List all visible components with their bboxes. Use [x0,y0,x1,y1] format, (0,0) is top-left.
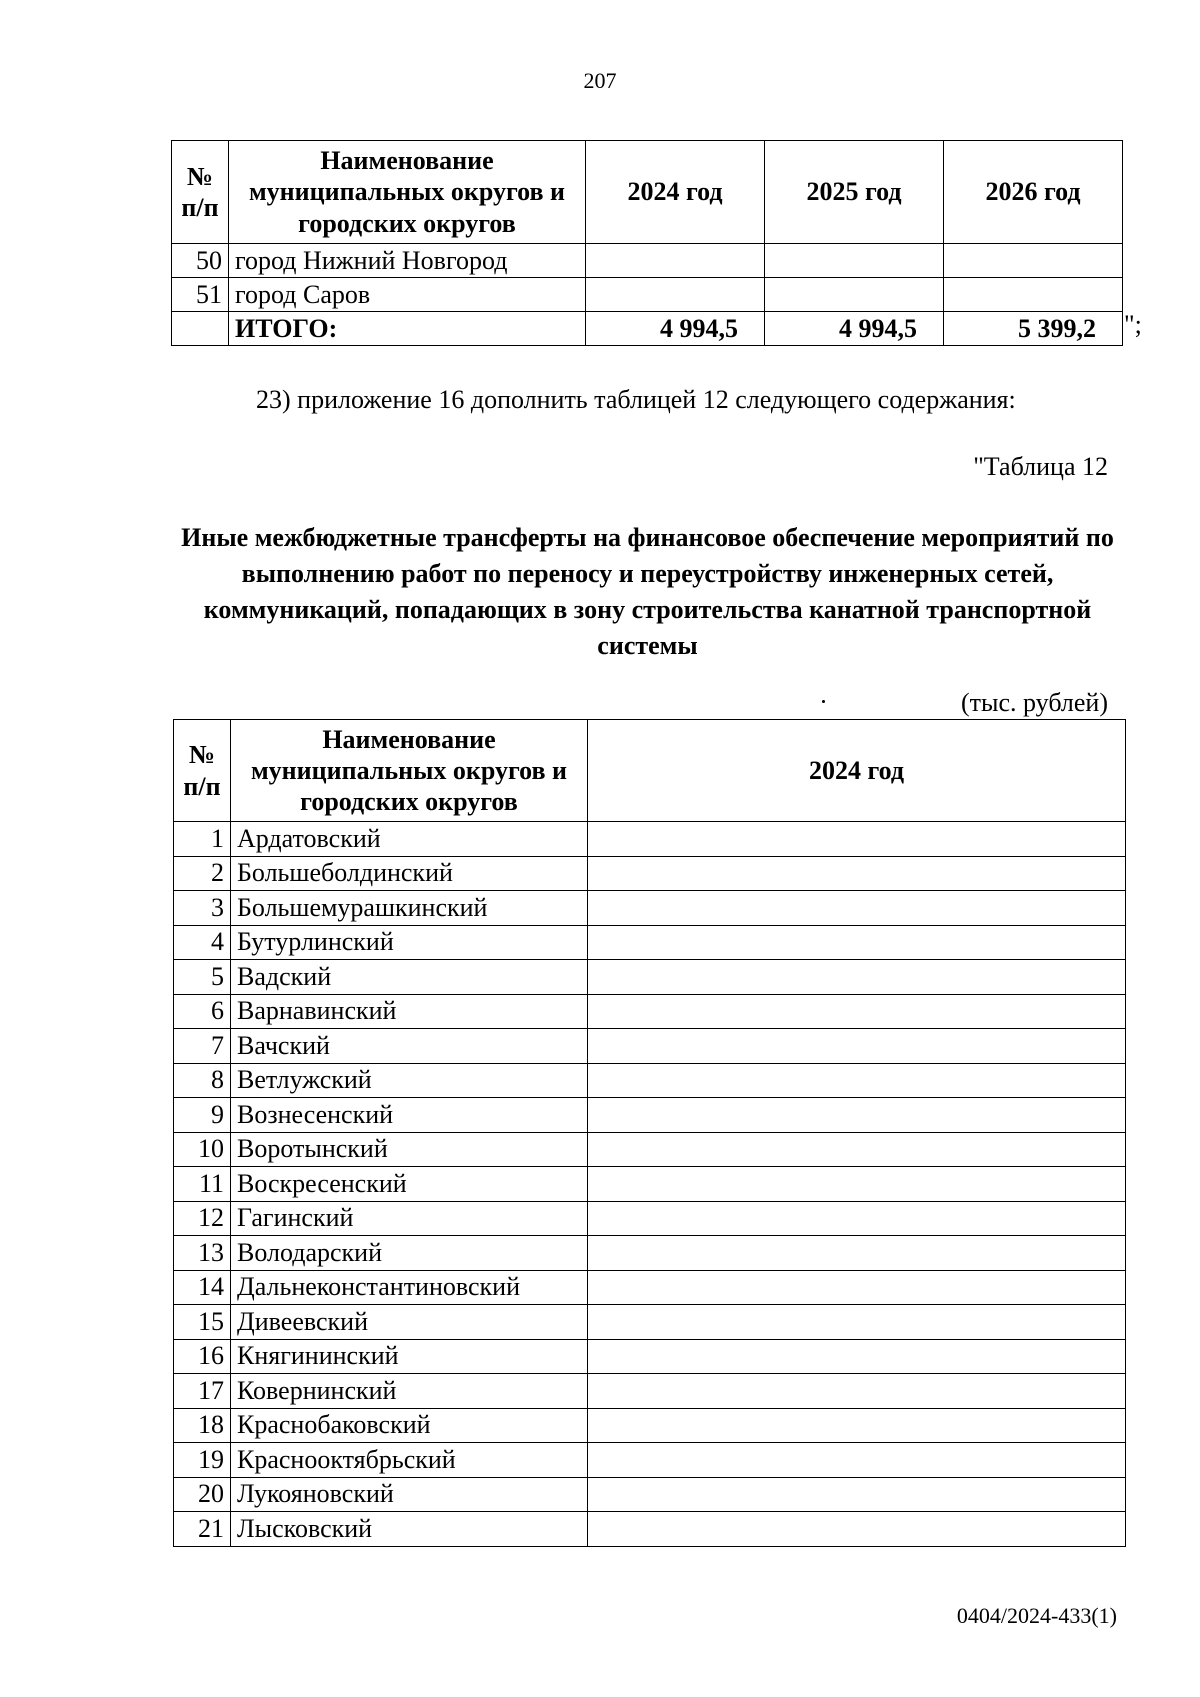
table-row [174,1132,1126,1167]
header-2026: 2026 год [944,141,1123,244]
row-name: Лукояновский [231,1477,588,1512]
row-num: 3 [174,891,231,926]
row-name: Большемурашкинский [231,891,588,926]
row-2024 [588,1236,1126,1271]
row-2024 [588,1029,1126,1064]
row-num: 14 [174,1270,231,1305]
header-2024: 2024 год [586,141,765,244]
row-num: 50 [172,244,229,278]
instruction-text: 23) приложение 16 дополнить таблицей 12 следующего содержания: [256,385,1016,414]
table-row [174,1270,1126,1305]
total-2024: 4 994,5 [586,312,765,346]
row-name: Ветлужский [231,1063,588,1098]
row-name: Воскресенский [231,1167,588,1202]
row-name: Вачский [231,1029,588,1064]
row-2024 [588,1270,1126,1305]
row-num: 18 [174,1408,231,1443]
row-2024 [588,856,1126,891]
table-row [174,1512,1126,1547]
table-main [173,719,1126,1547]
table-row [174,960,1126,995]
row-2025 [765,278,944,312]
row-2025 [765,244,944,278]
table-main-header-row [174,720,1126,822]
row-2024 [588,1167,1126,1202]
table-row [174,1443,1126,1478]
table-row [174,1236,1126,1271]
closing-quote: "; [1124,310,1142,339]
total-label: ИТОГО: [229,312,586,346]
row-num: 13 [174,1236,231,1271]
row-name: город Нижний Новгород [229,244,586,278]
row-num: 21 [174,1512,231,1547]
table-row [174,1305,1126,1340]
row-name: Бутурлинский [231,925,588,960]
row-num: 8 [174,1063,231,1098]
row-2024 [586,278,765,312]
table-row [174,1477,1126,1512]
row-num: 7 [174,1029,231,1064]
row-name: Дальнеконстантиновский [231,1270,588,1305]
table-row [174,1167,1126,1202]
total-2026: 5 399,2 [944,312,1123,346]
header-2024: 2024 год [588,720,1126,822]
row-num: 16 [174,1339,231,1374]
row-num: 17 [174,1374,231,1409]
row-2024 [588,1408,1126,1443]
table-row [174,822,1126,857]
row-num: 9 [174,1098,231,1133]
row-name: Дивеевский [231,1305,588,1340]
row-name: Варнавинский [231,994,588,1029]
row-2024 [588,925,1126,960]
total-num-empty [172,312,229,346]
row-2024 [588,1339,1126,1374]
row-name: Краснооктябрьский [231,1443,588,1478]
table-row [172,278,1123,312]
row-name: город Саров [229,278,586,312]
row-num: 12 [174,1201,231,1236]
row-name: Воротынский [231,1132,588,1167]
row-num: 6 [174,994,231,1029]
units-label: (тыс. рублей) [960,688,1108,717]
table-top [171,140,1123,346]
table-row [174,1029,1126,1064]
header-num: № п/п [174,720,231,822]
table-row [172,244,1123,278]
row-num: 11 [174,1167,231,1202]
row-2024 [588,1201,1126,1236]
table-row [174,994,1126,1029]
table-row [174,1098,1126,1133]
table-label: "Таблица 12 [973,452,1108,481]
row-2024 [588,1098,1126,1133]
row-num: 20 [174,1477,231,1512]
row-num: 15 [174,1305,231,1340]
table-top-header-row [172,141,1123,244]
row-num: 4 [174,925,231,960]
row-2024 [588,891,1126,926]
total-2025: 4 994,5 [765,312,944,346]
header-2025: 2025 год [765,141,944,244]
table-row [174,1063,1126,1098]
row-2024 [588,1477,1126,1512]
row-name: Княгининский [231,1339,588,1374]
row-name: Вадский [231,960,588,995]
row-2026 [944,244,1123,278]
row-num: 19 [174,1443,231,1478]
row-name: Ардатовский [231,822,588,857]
row-name: Вознесенский [231,1098,588,1133]
row-2024 [588,1305,1126,1340]
table-row [174,1339,1126,1374]
page-number: 207 [583,68,617,93]
row-2024 [588,822,1126,857]
row-2024 [588,1443,1126,1478]
row-num: 2 [174,856,231,891]
table-row [174,1374,1126,1409]
row-2024 [588,994,1126,1029]
table-row [174,1201,1126,1236]
row-name: Ковернинский [231,1374,588,1409]
row-name: Лысковский [231,1512,588,1547]
row-name: Гагинский [231,1201,588,1236]
header-name: Наименование муниципальных округов и городских округов [229,141,586,244]
row-name: Большеболдинский [231,856,588,891]
table-row [174,891,1126,926]
row-2024 [588,1374,1126,1409]
row-num: 5 [174,960,231,995]
row-num: 1 [174,822,231,857]
row-2024 [588,1132,1126,1167]
row-num: 51 [172,278,229,312]
row-2026 [944,278,1123,312]
row-2024 [588,1063,1126,1098]
row-2024 [586,244,765,278]
header-num: № п/п [172,141,229,244]
table-row [174,925,1126,960]
row-num: 10 [174,1132,231,1167]
table-row [174,1408,1126,1443]
table-main-body [174,822,1126,1547]
row-2024 [588,960,1126,995]
row-name: Володарский [231,1236,588,1271]
table-title: Иные межбюджетные трансферты на финансовое обеспечение мероприятий по выполнению работ по переносу и переустройству инженерных сетей, коммуникаций, попадающих в зону строительства канатной транспортной системы [181,523,1114,660]
document-code: 0404/2024-433(1) [956,1603,1117,1628]
row-name: Краснобаковский [231,1408,588,1443]
total-row [172,312,1123,346]
table-row [174,856,1126,891]
header-name: Наименование муниципальных округов и городских округов [231,720,588,822]
row-2024 [588,1512,1126,1547]
stray-dot [822,700,825,703]
